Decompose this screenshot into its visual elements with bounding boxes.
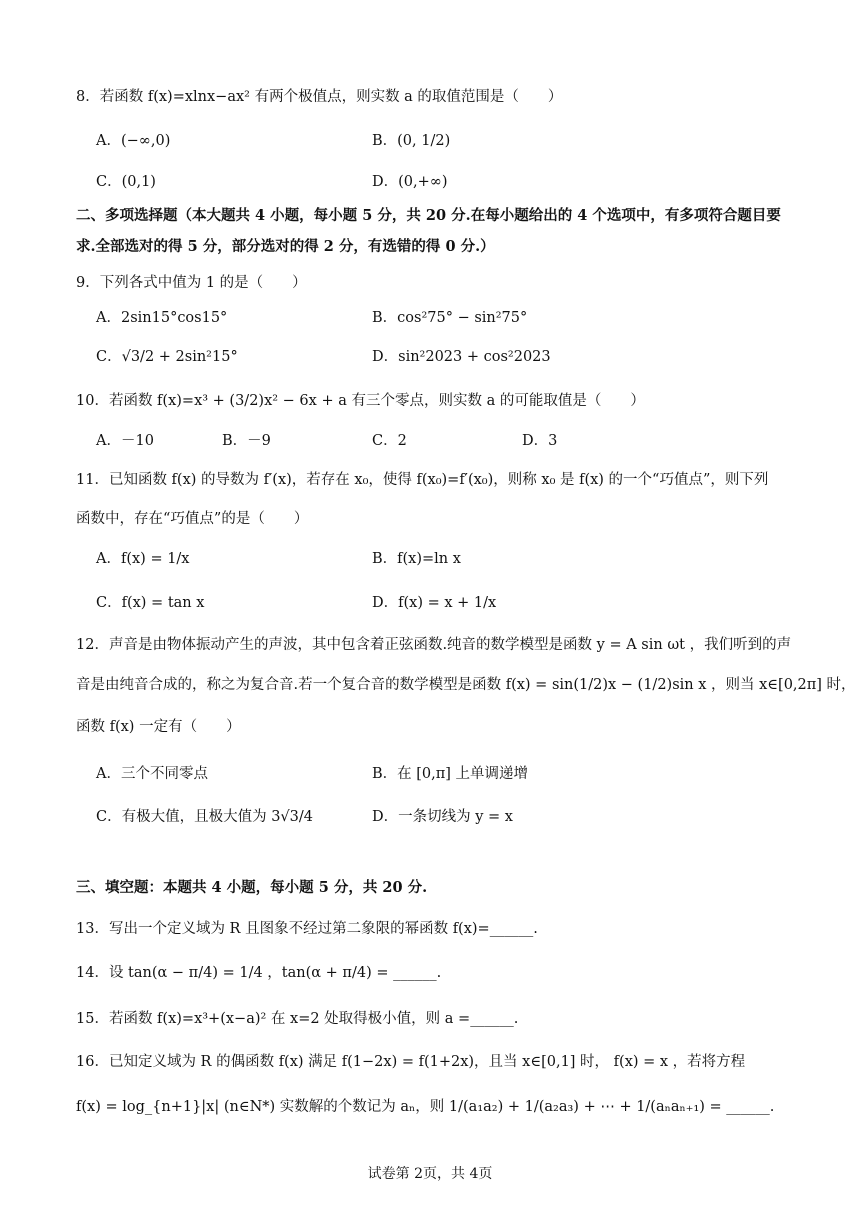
q11-option-a: A．f(x) = 1/x: [96, 551, 190, 567]
q9-stem: 9．下列各式中值为 1 的是（ ）: [76, 275, 307, 291]
q11-stem-line1: 11．已知函数 f(x) 的导数为 f′(x)，若存在 x₀，使得 f(x₀)=f′(x₀)，则称 x₀ 是 f(x) 的一个“巧值点”，则下列: [76, 472, 769, 488]
q10-stem: 10．若函数 f(x)=x³ + (3/2)x² − 6x + a 有三个零点，则实数 a 的可能取值是（ ）: [76, 393, 645, 409]
section3-heading: 三、填空题：本题共 4 小题，每小题 5 分，共 20 分.: [76, 879, 428, 896]
q12-option-c: C．有极大值，且极大值为 3√3/4: [96, 809, 314, 825]
q12-option-d: D．一条切线为 y = x: [372, 809, 513, 825]
q8-option-b: B．(0, 1/2): [372, 133, 451, 149]
q9-option-b: B．cos²75° − sin²75°: [372, 310, 528, 326]
section2-heading-line2: 求.全部选对的得 5 分，部分选对的得 2 分，有选错的得 0 分.）: [76, 238, 495, 255]
q11-stem-line2: 函数中，存在“巧值点”的是（ ）: [76, 511, 309, 527]
q14-text: 14．设 tan(α − π/4) = 1/4 ，tan(α + π/4) = ______.: [76, 965, 442, 981]
q16-stem-line1: 16．已知定义域为 R 的偶函数 f(x) 满足 f(1−2x) = f(1+2x)，且当 x∈[0,1] 时， f(x) = x ，若将方程: [76, 1054, 746, 1070]
q9-option-a: A．2sin15°cos15°: [96, 310, 228, 326]
q11-option-b: B．f(x)=ln x: [372, 551, 461, 567]
q12-stem-line3: 函数 f(x) 一定有（ ）: [76, 719, 241, 735]
q12-stem-line1: 12．声音是由物体振动产生的声波，其中包含着正弦函数.纯音的数学模型是函数 y = A sin ωt ，我们听到的声: [76, 637, 792, 653]
q12-stem-line2: 音是由纯音合成的，称之为复合音.若一个复合音的数学模型是函数 f(x) = sin(1/2)x − (1/2)sin x ，则当 x∈[0,2π] 时，: [76, 677, 856, 693]
q8-stem: 8．若函数 f(x)=xlnx−ax² 有两个极值点，则实数 a 的取值范围是（ ）: [76, 89, 563, 105]
q12-option-b: B．在 [0,π] 上单调递增: [372, 766, 529, 782]
q10-option-b: B．－9: [222, 433, 271, 449]
q13-text: 13．写出一个定义域为 R 且图象不经过第二象限的幂函数 f(x)=______.: [76, 921, 538, 937]
section2-heading-line1: 二、多项选择题（本大题共 4 小题，每小题 5 分，共 20 分.在每小题给出的 4 个选项中，有多项符合题目要: [76, 207, 781, 224]
q8-option-c: C．(0,1): [96, 174, 156, 190]
q10-option-a: A．－10: [96, 433, 154, 449]
q10-option-d: D．3: [522, 433, 558, 449]
q8-option-d: D．(0,+∞): [372, 174, 448, 190]
q11-option-c: C．f(x) = tan x: [96, 595, 205, 611]
q8-option-a: A．(−∞,0): [96, 133, 171, 149]
q15-text: 15．若函数 f(x)=x³+(x−a)² 在 x=2 处取得极小值，则 a =______.: [76, 1011, 519, 1027]
q16-stem-line2: f(x) = log_{n+1}|x| (n∈N*) 实数解的个数记为 aₙ，则 1/(a₁a₂) + 1/(a₂a₃) + ⋯ + 1/(aₙaₙ₊₁) = ______.: [76, 1099, 775, 1115]
q11-option-d: D．f(x) = x + 1/x: [372, 595, 497, 611]
q9-option-c: C．√3/2 + 2sin²15°: [96, 349, 238, 365]
q12-option-a: A．三个不同零点: [96, 766, 208, 782]
q9-option-d: D．sin²2023 + cos²2023: [372, 349, 551, 365]
page-footer: 试卷第 2页，共 4页: [367, 1166, 493, 1182]
q10-option-c: C．2: [372, 433, 407, 449]
